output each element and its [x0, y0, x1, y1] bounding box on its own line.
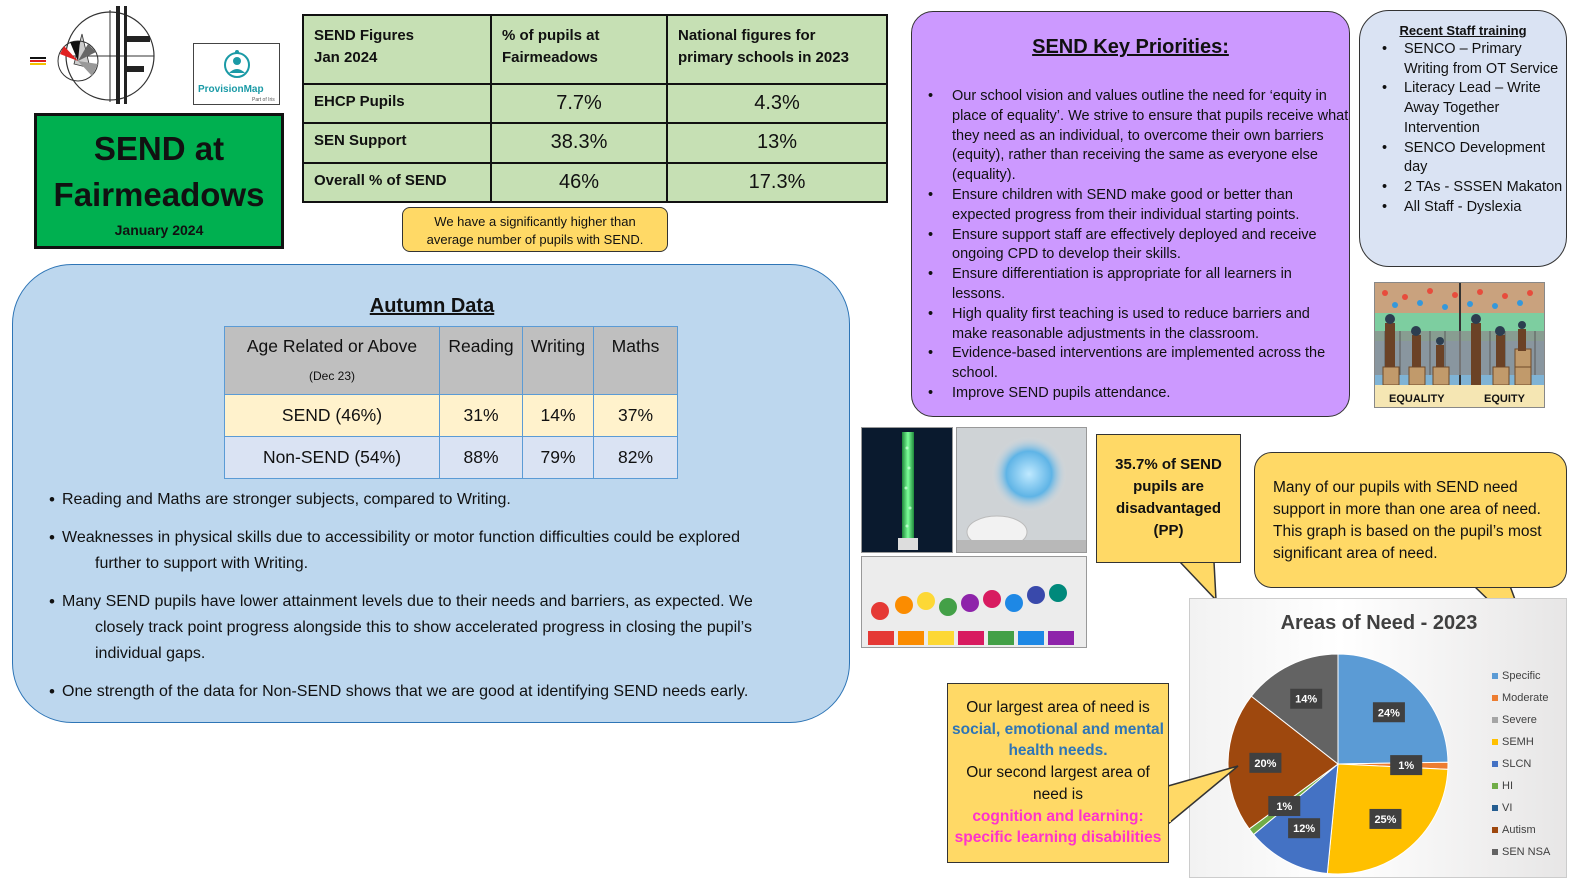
- list-item: • Ensure support staff are effectively deployed and receive ongoing CPD to develop their skills.: [928, 226, 1349, 266]
- page-title-line2: Fairmeadows: [53, 176, 265, 213]
- legend-swatch: [1492, 717, 1498, 723]
- pie-chart: [1190, 599, 1490, 879]
- school-logo: [30, 6, 162, 104]
- send-figures-table: [302, 14, 888, 203]
- legend-item-specific: [1492, 665, 1550, 687]
- legend-label: VI: [1502, 802, 1513, 814]
- legend-item-sen-nsa: [1492, 841, 1550, 863]
- legend-label: Severe: [1502, 714, 1537, 726]
- pp-callout-tail: [1170, 560, 1230, 602]
- list-item: • Weaknesses in physical skills due to accessibility or motor function difficulties could be explored further to support with Writing.: [49, 525, 809, 577]
- table-row: [225, 437, 678, 479]
- equality-equity-illustration: [1374, 282, 1545, 408]
- training-list: [1382, 40, 1566, 217]
- table-row: [303, 123, 887, 162]
- list-item: • Ensure children with SEND make good or better than expected progress from their individual starting points.: [928, 186, 1349, 226]
- header-cell: Reading: [440, 327, 523, 395]
- table-cell: 14%: [523, 395, 594, 437]
- legend-label: Autism: [1502, 824, 1536, 836]
- legend-swatch: [1492, 673, 1498, 679]
- list-item: • Improve SEND pupils attendance.: [928, 384, 1349, 404]
- table-cell: 88%: [440, 437, 523, 479]
- legend-label: SLCN: [1502, 758, 1532, 770]
- page-date: January 2024: [114, 222, 204, 238]
- national-value: 13%: [667, 123, 887, 162]
- multi-need-note: Many of our pupils with SEND need support in more than one area of need. This graph is based on the pupil’s most significant area of need.: [1254, 452, 1567, 588]
- school-value: 7.7%: [491, 84, 667, 123]
- school-value: 38.3%: [491, 123, 667, 162]
- title-panel: [34, 113, 284, 249]
- sensory-wall-photo: [861, 556, 1087, 648]
- provisionmap-logo: [193, 43, 280, 105]
- pp-note: 35.7% of SEND pupils are disadvantaged (PP): [1096, 434, 1241, 563]
- legend-swatch: [1492, 849, 1498, 855]
- list-item: • High quality first teaching is used to reduce barriers and make reasonable adjustments in the classroom.: [928, 305, 1349, 345]
- legend-swatch: [1492, 805, 1498, 811]
- svg-text:14%: 14%: [1295, 693, 1318, 706]
- list-item: • Our school vision and values outline the need for ‘equity in place of equality’. We strive to ensure that pupils receive what they need as an individual, to overcome their own barriers (equity), rather than receiving the same as everyone else (equality).: [928, 87, 1349, 186]
- legend-item-semh: [1492, 731, 1550, 753]
- table-cell: 79%: [523, 437, 594, 479]
- chart-legend: [1492, 665, 1550, 863]
- pie-label-slcn: [1288, 818, 1320, 838]
- autumn-bullets: [49, 487, 809, 717]
- pie-label-specific: [1373, 702, 1405, 722]
- header-cell: Writing: [523, 327, 594, 395]
- legend-item-autism: [1492, 819, 1550, 841]
- autumn-data-panel: [12, 264, 850, 723]
- row-label: Non-SEND (54%): [225, 437, 440, 479]
- legend-swatch: [1492, 695, 1498, 701]
- national-value: 17.3%: [667, 163, 887, 202]
- legend-label: SEN NSA: [1502, 846, 1551, 858]
- list-item: • Literacy Lead – Write Away Together Intervention: [1382, 79, 1566, 138]
- header-cell: National figures for primary schools in 2023: [667, 15, 887, 84]
- page-title: [37, 126, 281, 218]
- list-item: • Reading and Maths are stronger subjects, compared to Writing.: [49, 487, 809, 513]
- row-label: SEN Support: [303, 123, 491, 162]
- svg-text:1%: 1%: [1398, 760, 1415, 773]
- table-header-row: [303, 15, 887, 84]
- legend-swatch: [1492, 761, 1498, 767]
- row-label: Overall % of SEND: [303, 163, 491, 202]
- row-label: SEND (46%): [225, 395, 440, 437]
- header-label: Age Related or Above: [246, 336, 418, 356]
- table-header-row: [225, 327, 678, 395]
- table-row: [303, 84, 887, 123]
- equity-label: EQUITY: [1484, 393, 1525, 405]
- row-label: EHCP Pupils: [303, 84, 491, 123]
- legend-item-hi: [1492, 775, 1550, 797]
- legend-label: Specific: [1502, 670, 1541, 682]
- list-item: • 2 TAs - SSSEN Makaton: [1382, 178, 1566, 198]
- school-value: 46%: [491, 163, 667, 202]
- figures-note: [402, 207, 668, 252]
- legend-label: SEMH: [1502, 736, 1534, 748]
- chart-title: Areas of Need - 2023: [1280, 612, 1478, 634]
- staff-training-panel: [1359, 10, 1567, 267]
- legend-swatch: [1492, 739, 1498, 745]
- svg-text:12%: 12%: [1293, 823, 1316, 836]
- largest-need-note: Our largest area of need is social, emotional and mental health needs. Our second largest area of need is cognition and learning: specific learning disabilities: [947, 683, 1169, 863]
- provisionmap-sub: Part of Iris: [252, 97, 275, 103]
- legend-label: Moderate: [1502, 692, 1549, 704]
- priorities-list: [928, 87, 1349, 404]
- legend-item-moderate: [1492, 687, 1550, 709]
- legend-item-vi: [1492, 797, 1550, 819]
- header-cell: % of pupils at Fairmeadows: [491, 15, 667, 84]
- legend-swatch: [1492, 827, 1498, 833]
- pie-label-hi: [1268, 796, 1300, 816]
- svg-text:24%: 24%: [1377, 707, 1400, 720]
- legend-label: HI: [1502, 780, 1513, 792]
- header-cell: Maths: [594, 327, 678, 395]
- svg-text:20%: 20%: [1254, 757, 1277, 770]
- pie-label-autism: [1249, 753, 1281, 773]
- list-item: • Ensure differentiation is appropriate for all learners in lessons.: [928, 265, 1349, 305]
- largest-callout-tail: [1166, 762, 1242, 832]
- table-cell: 82%: [594, 437, 678, 479]
- page-title-line1: SEND at: [93, 130, 225, 167]
- pie-label-sen-nsa: [1290, 689, 1322, 709]
- autumn-data-table: [224, 326, 678, 479]
- table-row: [303, 163, 887, 202]
- equality-label: EQUALITY: [1389, 393, 1445, 405]
- table-row: [225, 395, 678, 437]
- list-item: • SENCO – Primary Writing from OT Service: [1382, 40, 1566, 79]
- areas-of-need-chart: [1189, 598, 1567, 878]
- header-note: (Dec 23): [308, 369, 355, 383]
- legend-swatch: [1492, 783, 1498, 789]
- table-cell: 31%: [440, 395, 523, 437]
- list-item: • All Staff - Dyslexia: [1382, 198, 1566, 218]
- provisionmap-person-icon: [222, 49, 252, 83]
- autumn-title: Autumn Data: [369, 295, 495, 317]
- national-value: 4.3%: [667, 84, 887, 123]
- header-cell: SEND Figures Jan 2024: [303, 15, 491, 84]
- svg-text:25%: 25%: [1374, 813, 1397, 826]
- figures-note-line: average number of pupils with SEND.: [426, 232, 644, 247]
- key-priorities-panel: [911, 11, 1350, 417]
- list-item: • One strength of the data for Non-SEND shows that we are good at identifying SEND needs early.: [49, 679, 809, 705]
- legend-item-severe: [1492, 709, 1550, 731]
- priorities-title: SEND Key Priorities:: [1032, 36, 1229, 58]
- pie-label-moderate: [1390, 755, 1422, 775]
- pie-label-semh: [1369, 809, 1401, 829]
- list-item: • SENCO Development day: [1382, 139, 1566, 178]
- svg-text:1%: 1%: [1276, 801, 1293, 814]
- list-item: • Evidence-based interventions are implemented across the school.: [928, 344, 1349, 384]
- legend-item-slcn: [1492, 753, 1550, 775]
- figures-note-line: We have a significantly higher than: [434, 214, 636, 229]
- bubble-tube-photo: [861, 427, 953, 553]
- training-title: Recent Staff training: [1399, 23, 1527, 38]
- table-cell: 37%: [594, 395, 678, 437]
- provisionmap-name: ProvisionMap: [198, 84, 264, 95]
- header-cell: [225, 327, 440, 395]
- list-item: • Many SEND pupils have lower attainment levels due to their needs and barriers, as expected. We closely track point progress alongside this to show accelerated progress in closing the pupil’s individual gaps.: [49, 589, 809, 667]
- projection-photo: [956, 427, 1087, 553]
